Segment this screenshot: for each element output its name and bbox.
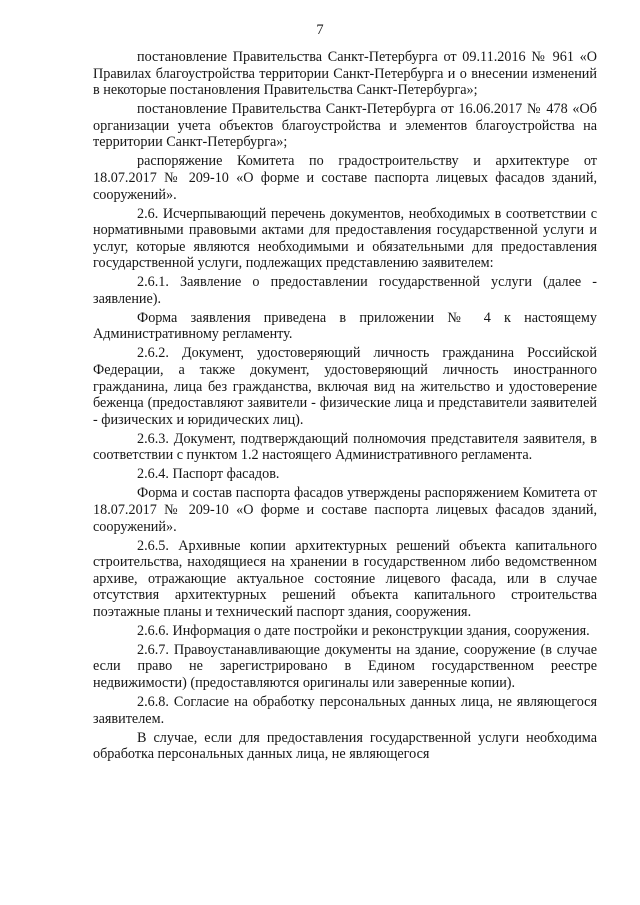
paragraph-order-209-10: распоряжение Комитета по градостроительству и архитектуре от 18.07.2017 № 209-10 «О форме и составе паспорта лицевых фасадов зданий, сооружений». bbox=[93, 153, 597, 203]
page-number: 7 bbox=[316, 22, 324, 38]
paragraph-2-6-5: 2.6.5. Архивные копии архитектурных решений объекта капитального строительства, находящиеся на хранении в государственном либо ведомственном архиве, отражающие актуальное состояние лицевого фасада, или в случае отсутствия архитектурных решений объекта капитального строительства поэтажные планы и технический паспорт здания, сооружения. bbox=[93, 537, 597, 620]
paragraph-2-6-6: 2.6.6. Информация о дате постройки и реконструкции здания, сооружения. bbox=[137, 622, 590, 639]
paragraph-2-6-8: 2.6.8. Согласие на обработку персональных данных лица, не являющегося заявителем. bbox=[93, 694, 597, 727]
paragraph-2-6-4: 2.6.4. Паспорт фасадов. bbox=[137, 466, 280, 483]
paragraph-passport-form: Форма и состав паспорта фасадов утверждены распоряжением Комитета от 18.07.2017 № 209-10 «О форме и составе паспорта лицевых фасадов зданий, сооружений». bbox=[93, 485, 597, 535]
paragraph-2-6-3: 2.6.3. Документ, подтверждающий полномочия представителя заявителя, в соответствии с пунктом 1.2 настоящего Административного регламента. bbox=[93, 430, 597, 464]
paragraph-2-6-7: 2.6.7. Правоустанавливающие документы на здание, сооружение (в случае если право не зарегистрировано в Едином государственном реестре недвижимости) (предоставляются оригиналы или заверенные копии). bbox=[93, 641, 597, 692]
paragraph-resolution-961: постановление Правительства Санкт-Петербурга от 09.11.2016 № 961 «О Правилах благоустройства территории Санкт-Петербурга и о внесении изменений в некоторые постановления Правительства Санкт-Петербурга»; bbox=[93, 49, 597, 99]
paragraph-2-6: 2.6. Исчерпывающий перечень документов, необходимых в соответствии с нормативными правовыми актами для предоставления государственной услуги и услуг, которые являются необходимыми и обязательными для предоставления государственной услуги, подлежащих представлению заявителем: bbox=[93, 205, 597, 272]
paragraph-application-form: Форма заявления приведена в приложении № 4 к настоящему Административному регламенту. bbox=[93, 309, 597, 343]
paragraph-personal-data: В случае, если для предоставления государственной услуги необходима обработка персональных данных лица, не являющегося bbox=[93, 729, 597, 763]
paragraph-2-6-2: 2.6.2. Документ, удостоверяющий личность гражданина Российской Федерации, а также документ, удостоверяющий личность иностранного гражданина, лица без гражданства, включая вид на жительство и удостоверение беженца (предоставляют заявители - физические лица и представители заявителей - физических и юридических лиц). bbox=[93, 345, 597, 428]
paragraph-resolution-478: постановление Правительства Санкт-Петербурга от 16.06.2017 № 478 «Об организации учета объектов благоустройства и элементов благоустройства на территории Санкт-Петербурга»; bbox=[93, 101, 597, 151]
document-body bbox=[93, 49, 597, 765]
paragraph-2-6-1: 2.6.1. Заявление о предоставлении государственной услуги (далее - заявление). bbox=[93, 274, 597, 307]
